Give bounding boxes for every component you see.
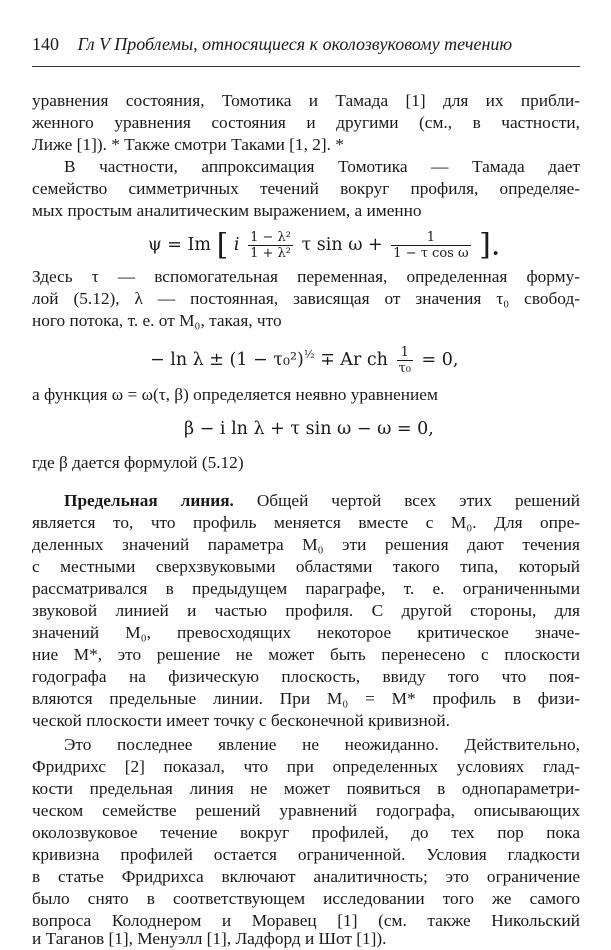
text-line: ние M*, это решение не может быть перенесено с плоскости [32, 645, 580, 664]
eq2-frac-numerator: 1 [397, 345, 413, 361]
text-line: ного потока, т. е. от M₀, такая, что [32, 311, 282, 330]
eq2-exponent: ½ [303, 348, 315, 361]
text-line: значений M₀, превосходящих некоторое критическое значе- [32, 623, 580, 642]
text-line: семейство симметричных течений вокруг профиля, определяе- [32, 179, 580, 198]
text-line: вляются предельные линии. При M₀ = M* профиль в физи- [32, 689, 580, 708]
eq2-lhs: − ln λ ± (1 − τ₀²) [150, 349, 304, 370]
text-line: звуковой линией и частью профиля. С другой стороны, для [32, 601, 580, 620]
running-title: Гл V Проблемы, относящиеся к околозвуковому течению [77, 34, 513, 54]
eq1-frac2-numerator: 1 [391, 230, 470, 246]
text-line: и Таганов [1], Менуэлл [1], Ладфорд и Шот [1]). [32, 929, 387, 948]
eq2-middle: ∓ Ar ch [320, 349, 388, 370]
text-line: рассматривался в предыдущем параграфе, т. е. ограниченными [32, 579, 580, 598]
running-header [32, 34, 580, 55]
text-line: а функция ω = ω(τ, β) определяется неявно уравнением [32, 385, 438, 404]
text-line: Лиже [1]). * Также смотри Таками [1, 2]. * [32, 135, 344, 154]
text-line: В частности, аппроксимация Томотика — Тамада дает [64, 157, 580, 176]
text-line: ческой плоскости имеет точку с бесконечной кривизной. [32, 711, 450, 730]
text-line: где β дается формулой (5.12) [32, 453, 244, 472]
text-line: Это последнее явление не неожиданно. Действительно, [64, 735, 580, 754]
text-line: Здесь τ — вспомогательная переменная, определенная форму- [32, 267, 580, 286]
eq1-frac2-denominator: 1 − τ cos ω [393, 246, 469, 261]
eq1-close-bracket: ]. [479, 227, 501, 263]
text-line: является то, что профиль меняется вместе с M₀. Для опре- [32, 513, 580, 532]
eq1-frac1-denominator: 1 + λ² [250, 246, 291, 261]
eq2-rhs: = 0, [421, 349, 459, 370]
text-line: было снято в соответствующем исследовании того же самого [32, 889, 580, 908]
eq1-open-bracket: [ [216, 227, 229, 263]
text-line: Фридрихс [2] показал, что при определенных условиях глад- [32, 757, 580, 776]
eq2-frac-denominator: τ₀ [398, 360, 411, 376]
eq1-frac1-numerator: 1 − λ² [250, 230, 291, 245]
eq1-fraction-1 [248, 230, 293, 261]
text-line: вопроса Колоднером и Моравец [1] (см. также Никольский [32, 911, 580, 930]
eq1-i: i [233, 235, 240, 255]
equation-2 [150, 344, 458, 376]
text-line: годографа на физическую плоскость, ввиду того что поя- [32, 667, 580, 686]
text-line: кривизна профилей остается ограниченной. Условия гладкости [32, 845, 580, 864]
text-line: лой (5.12), λ — постоянная, зависящая от значения τ₀ свобод- [32, 289, 580, 308]
text-line: мых простым аналитическим выражением, а именно [32, 201, 422, 220]
eq1-fraction-2 [391, 230, 470, 261]
text-line: деленных значений параметра M₀ эти решения дают течения [32, 535, 580, 554]
equation-3: β − i ln λ + τ sin ω − ω = 0, [184, 419, 434, 439]
text-line: кости предельная линия не может появиться в однопараметри- [32, 779, 580, 798]
text-span: Общей чертой всех этих решений [256, 491, 580, 510]
section-heading: Предельная линия. [64, 491, 234, 510]
text-line: с местными сверхзвуковыми областями такого типа, который [32, 557, 580, 576]
text-line-with-heading [64, 490, 580, 512]
eq2-fraction [397, 345, 413, 376]
equation-1 [148, 227, 501, 263]
text-line: женного уравнения состояния и другими (см., в частности, [32, 113, 580, 132]
header-rule [32, 66, 580, 67]
eq1-lhs: ψ = Im [148, 235, 212, 255]
eq1-middle: τ sin ω + [301, 235, 383, 255]
text-line: уравнения состояния, Томотика и Тамада [1] для их прибли- [32, 91, 580, 110]
text-line: в статье Фридрихса включают аналитичность; это ограничение [32, 867, 580, 886]
page-number: 140 [32, 34, 59, 54]
text-line: ческом семействе решений уравнений годографа, описывающих [32, 801, 580, 820]
text-line: околозвуковое течение вокруг профилей, до тех пор пока [32, 823, 580, 842]
